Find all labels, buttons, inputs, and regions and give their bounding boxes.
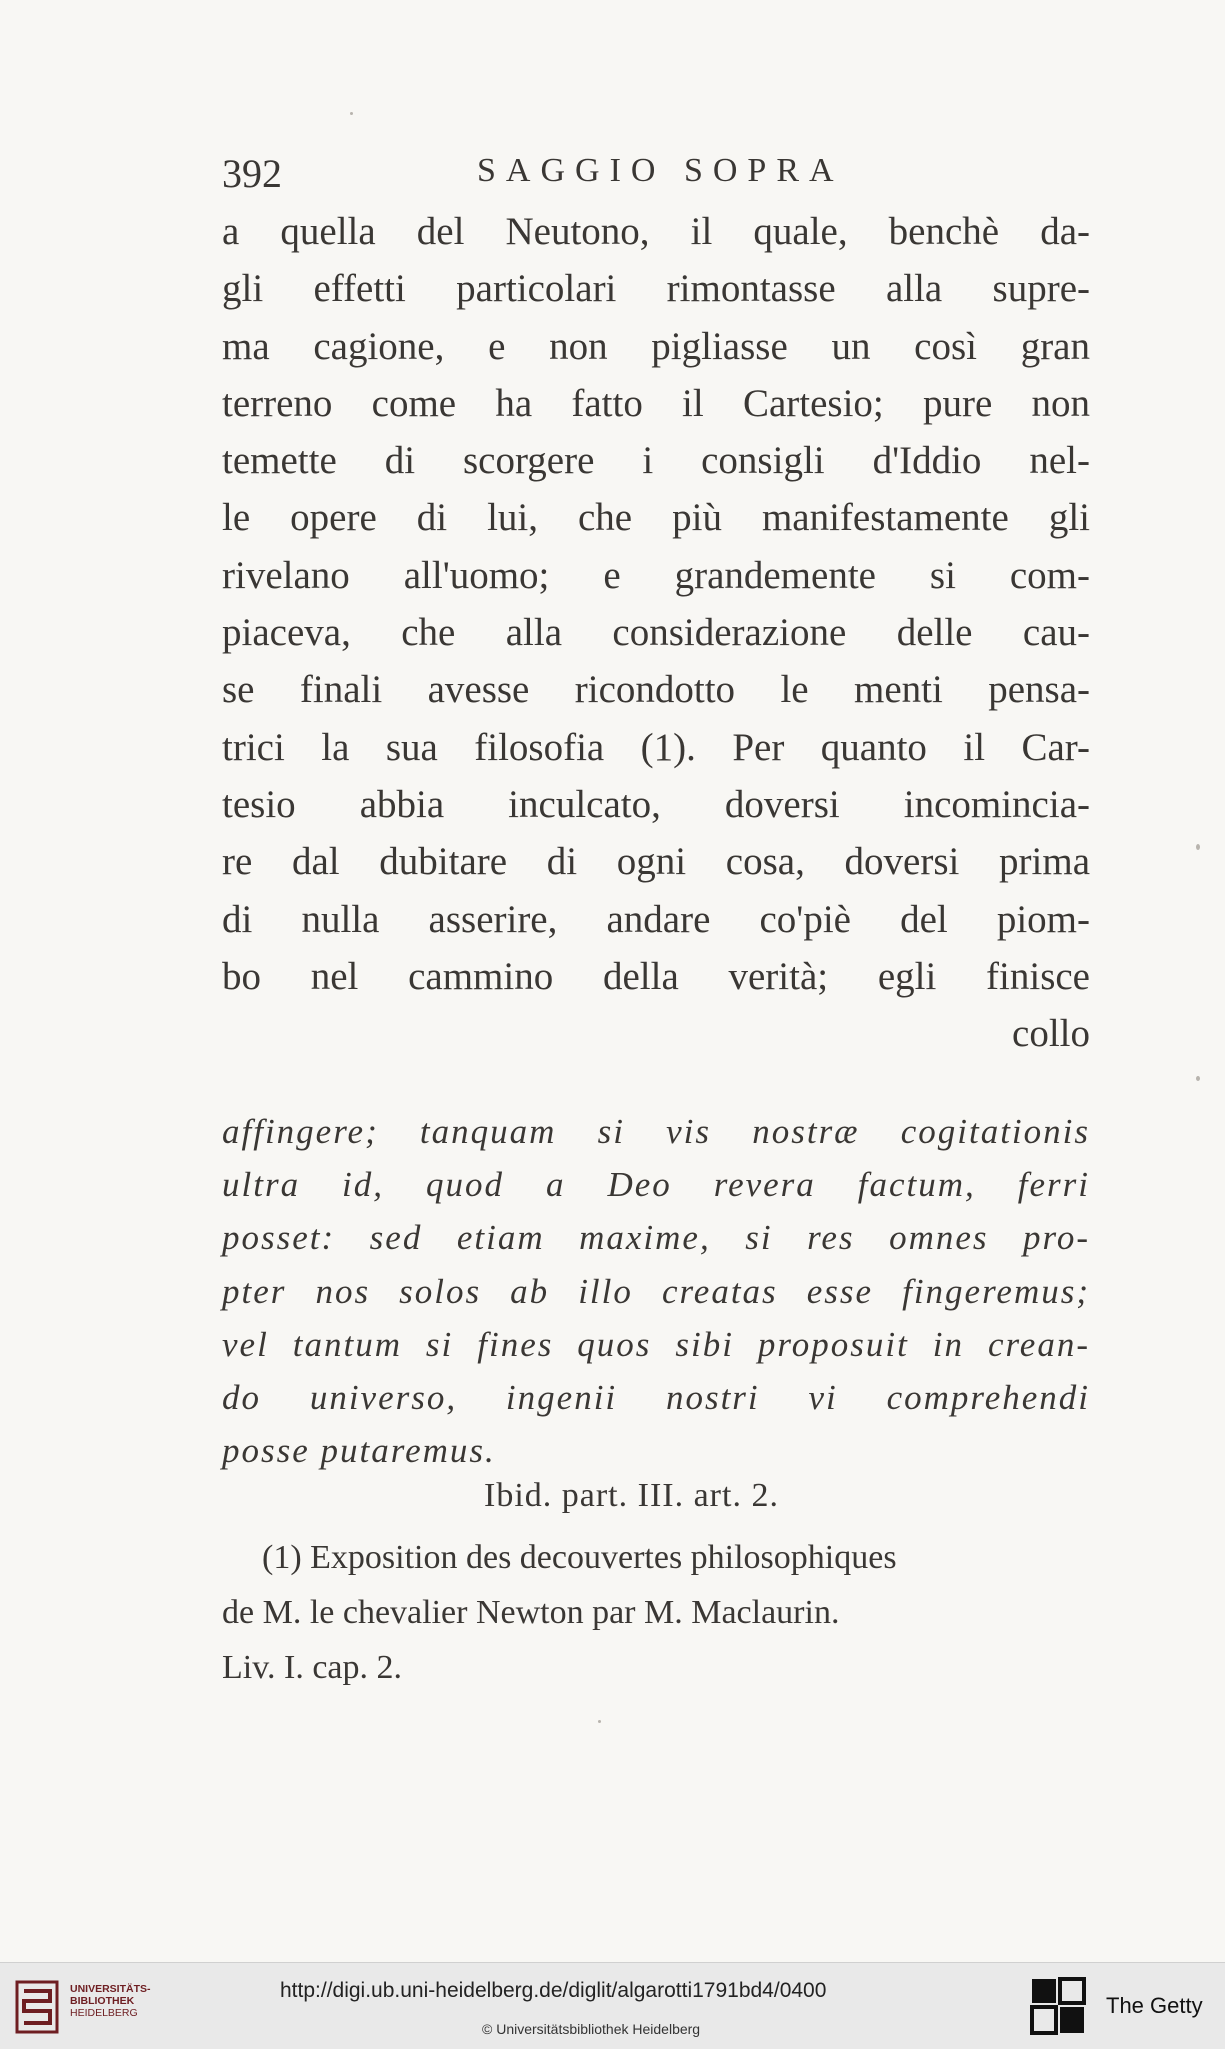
getty-logo-icon[interactable] — [1030, 1977, 1086, 2035]
body-line: re dal dubitare di ogni cosa, doversi prima — [222, 840, 1090, 884]
body-line: gli effetti particolari rimontasse alla supre- — [222, 267, 1090, 311]
page-header — [222, 150, 1092, 200]
body-text — [222, 203, 1090, 1062]
body-line: ma cagione, e non pigliasse un così gran — [222, 324, 1090, 368]
running-title: SAGGIO SOPRA — [477, 152, 844, 189]
catchword: collo — [1012, 1012, 1090, 1056]
quote-line: vel tantum si fines quos sibi proposuit in crean- — [222, 1324, 1090, 1364]
body-line: rivelano all'uomo; e grandemente si com- — [222, 553, 1090, 597]
library-name-line: HEIDELBERG — [70, 2007, 138, 2019]
footnote-line: de M. le chevalier Newton par M. Maclaurin. — [222, 1594, 840, 1631]
paper-speck — [350, 112, 353, 115]
paper-speck — [598, 1720, 601, 1723]
body-line: bo nel cammino della verità; egli finisce — [222, 954, 1090, 998]
body-line: le opere di lui, che più manifestamente gli — [222, 496, 1090, 540]
body-line: trici la sua filosofia (1). Per quanto il Car- — [222, 725, 1090, 769]
body-line: temette di scorgere i consigli d'Iddio nel- — [222, 439, 1090, 483]
quote-line: affingere; tanquam si vis nostræ cogitationis — [222, 1112, 1090, 1151]
copyright-notice: © Universitätsbibliothek Heidelberg — [482, 2021, 701, 2037]
body-line: di nulla asserire, andare co'piè del piom- — [222, 897, 1090, 941]
page-number: 392 — [222, 151, 282, 196]
paper-speck — [1196, 1076, 1200, 1081]
getty-name[interactable]: The Getty — [1106, 1993, 1203, 2018]
body-line: piaceva, che alla considerazione delle cau- — [222, 611, 1090, 655]
latin-quotation — [222, 1105, 1090, 1477]
footnote-line: Liv. I. cap. 2. — [222, 1649, 403, 1686]
quote-line: posset: sed etiam maxime, si res omnes pro- — [222, 1218, 1090, 1258]
quote-line: ultra id, quod a Deo revera factum, ferri — [222, 1165, 1090, 1205]
library-name-line: BIBLIOTHEK — [70, 1995, 135, 2007]
footnote — [222, 1530, 1090, 1695]
quote-line: do universo, ingenii nostri vi comprehendi — [222, 1377, 1090, 1417]
quote-line: pter nos solos ab illo creatas esse fingeremus; — [222, 1271, 1090, 1311]
body-line: tesio abbia inculcato, doversi incomincia- — [222, 782, 1090, 826]
viewer-footer — [0, 1962, 1225, 2049]
body-line: a quella del Neutono, il quale, benchè da- — [222, 210, 1090, 253]
page-url-link[interactable]: http://digi.ub.uni-heidelberg.de/diglit/algarotti1791bd4/0400 — [280, 1979, 827, 2002]
university-library-logo-icon[interactable] — [14, 1979, 60, 2035]
body-line: se finali avesse ricondotto le menti pensa- — [222, 668, 1090, 712]
library-name-line: UNIVERSITÄTS- — [70, 1983, 151, 1995]
paper-speck — [1196, 844, 1200, 850]
library-name[interactable] — [70, 1983, 151, 2019]
quote-line: posse putaremus. — [222, 1431, 496, 1471]
footnote-line: (1) Exposition des decouvertes philosophiques — [262, 1539, 897, 1576]
citation-text: Ibid. part. III. art. 2. — [484, 1477, 779, 1514]
body-line: terreno come ha fatto il Cartesio; pure non — [222, 381, 1090, 425]
